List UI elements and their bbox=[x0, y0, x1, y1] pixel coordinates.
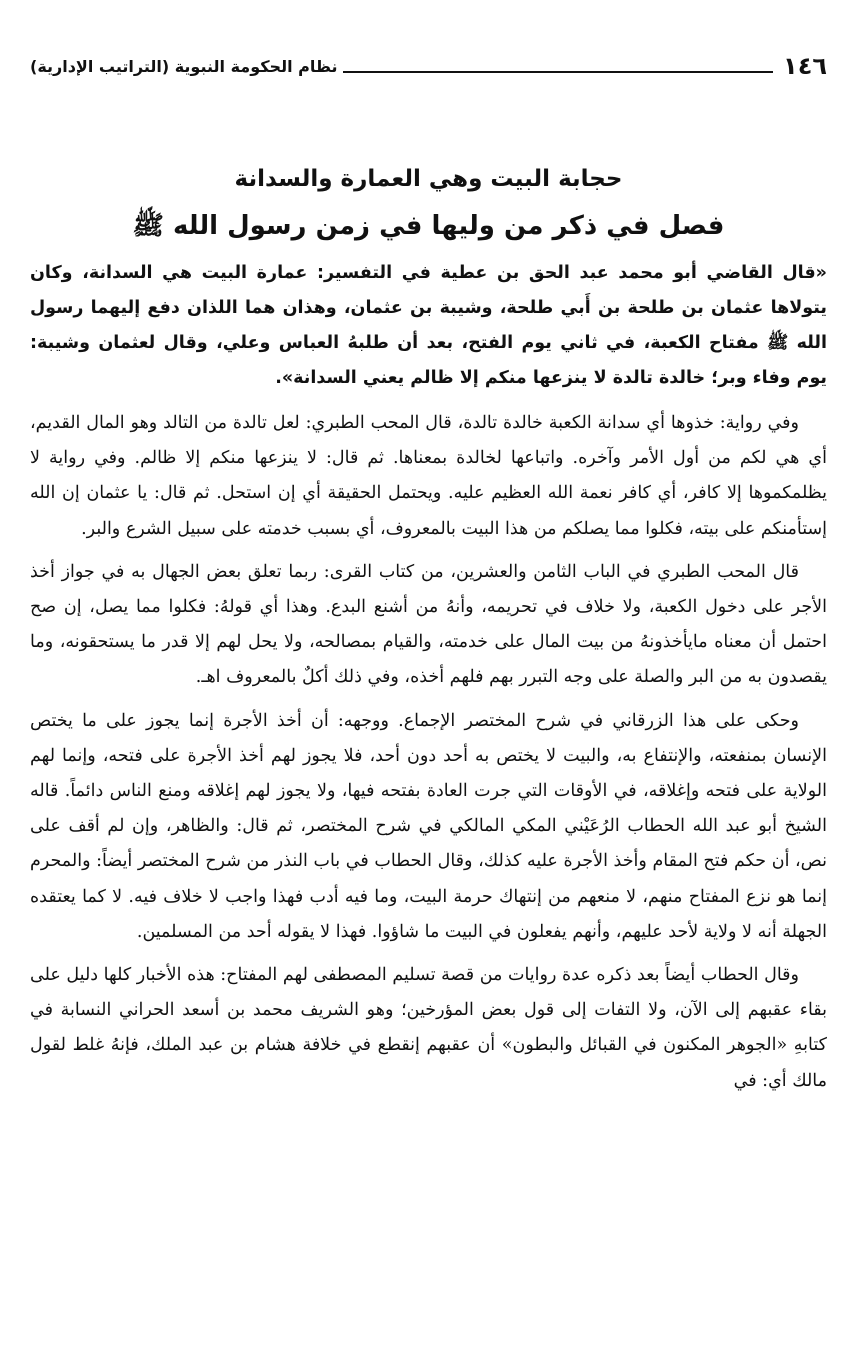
paragraph-1: وفي رواية: خذوها أي سدانة الكعبة خالدة تالدة، قال المحب الطبري: لعل تالدة من التالد وهو المال القديم، أي هي لكم من أول الأمر وآخره. واتباعها لخالدة بمعناها. ثم قال: لا ينزعها منكم إلا ظالم. وفي رواية لا يظلمكموها إلا كافر، أي كافر نعمة الله العظيم عليه. ويحتمل الحقيقة أي إن استحل. ثم قال: يا عثمان إن الله إستأمنكم على بيته، فكلوا مما يصلكم من هذا البيت بالمعروف، أي بسبب خدمته على سبيل الشرع والبر. bbox=[30, 413, 827, 539]
running-header bbox=[30, 46, 827, 86]
headings bbox=[30, 162, 827, 246]
paragraph-4: وقال الحطاب أيضاً بعد ذكره عدة روايات من قصة تسليم المصطفى لهم المفتاح: هذه الأخبار كلها دليل على بقاء عقبهم إلى الآن، ولا التفات إلى قول بعض المؤرخين؛ وهو الشريف محمد بن أسعد الحراني النسابة في كتابهِ «الجوهر المكنون في القبائل والبطون» أن عقبهم إنقطع في خلافة هشام بن عبد الملك، فإنهُ غلط لقول مالك أي: في bbox=[30, 965, 827, 1091]
book-title: نظام الحكومة النبوية (التراتيب الإدارية) bbox=[30, 56, 338, 76]
page-number: ١٤٦ bbox=[783, 52, 827, 80]
header-rule bbox=[343, 71, 773, 73]
chapter-title: فصل في ذكر من وليها في زمن رسول الله ﷺ bbox=[132, 211, 725, 241]
paragraph-2: قال المحب الطبري في الباب الثامن والعشرين، من كتاب القرى: ربما تعلق بعض الجهال به في جواز أخذ الأجر على دخول الكعبة، ولا خلاف في تحريمه، وأنهُ من أشنع البدع. وهذا أي قولهُ: فكلوا مما يصل، إن صح احتمل أن معناه مايأخذونهُ من بيت المال على خدمته، والقيام بمصالحه، ولا يحل لهم إلا قدر ما يستحقونه، وما يقصدون به من البر والصلة على وجه التبرر بهم فلهم أخذه، وفي ذلك أكلٌ بالمعروف اهـ. bbox=[30, 561, 827, 688]
paragraph-3: وحكى على هذا الزرقاني في شرح المختصر الإجماع. ووجهه: أن أخذ الأجرة إنما يجوز على ما يختص الإنسان بمنفعته، والإنتفاع به، والبيت لا يختص به أحد دون أحد، فلا يجوز لهم أخذ الأجرة على فتحه، وإنما لهم الولاية على فتحه وإغلاقه، في الأوقات التي جرت العادة بفتحه فيها، ولا يجوز لهم إغلاقه ومنع الناس دائماً. قاله الشيخ أبو عبد الله الحطاب الرُعَيْني المكي المالكي في شرح المختصر، ثم قال: والظاهر، وإن لم أقف على نص، أن حكم فتح المقام وأخذ الأجرة عليه كذلك، وقال الحطاب في باب النذر من شرح المختصر أيضاً: والمحرم إنما هو نزع المفتاح منهم، لا منعهم من إنتهاك حرمة البيت، وما فيه أدب فهذا واجب لا خلاف فيه. لا كما يعتقده الجهلة أنه لا ولاية لأحد عليهم، وأنهم يفعلون في البيت ما شاؤوا. فهذا لا يقوله أحد من المسلمين. bbox=[30, 710, 827, 942]
section-title: حجابة البيت وهي العمارة والسدانة bbox=[234, 166, 623, 192]
quoted-passage: «قال القاضي أبو محمد عبد الحق بن عطية في التفسير: عمارة البيت هي السدانة، وكان يتولاها عثمان بن طلحة بن أَبي طلحة، وشيبة بن عثمان، وهذان هما اللذان دفع إليهما رسول الله ﷺ مفتاح الكعبة، في ثاني يوم الفتح، بعد أن طلبهُ العباس وعلي، وقال لعثمان وشيبة: يوم وفاء وبر؛ خالدة تالدة لا ينزعها منكم إلا ظالم يعني السدانة». bbox=[30, 263, 827, 388]
